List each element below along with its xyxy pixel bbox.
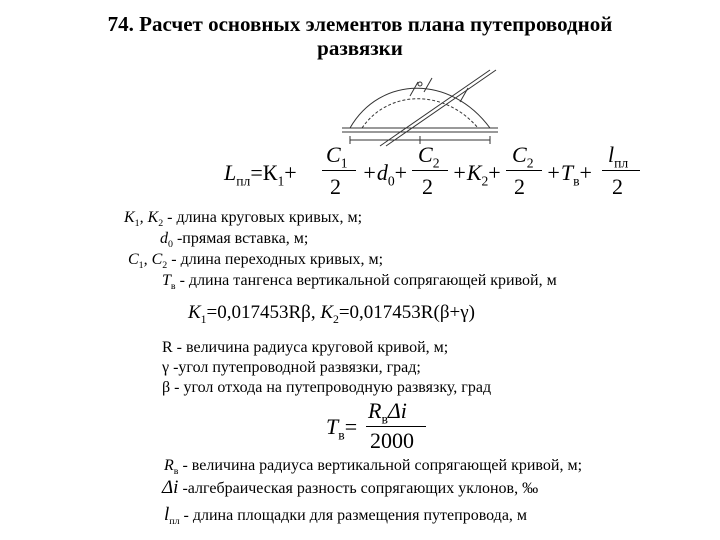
def-tv: $Т_в$ - длина тангенса вертикальной сопрягающей кривой, м	[162, 272, 557, 293]
frac4-den: 2	[612, 174, 623, 199]
formula3-num-sub: в	[381, 411, 388, 427]
def-gamma: γ -угол путепроводной развязки, град;	[162, 359, 421, 376]
frac4-bar	[602, 170, 640, 171]
formula3-den: 2000	[370, 428, 414, 453]
def-rv: $R_в$ - величина радиуса вертикальной сопрягающей кривой, м;	[164, 457, 583, 478]
formula-plus-4: +	[579, 160, 592, 185]
frac3-den: 2	[514, 174, 525, 199]
frac1-num-sub: 1	[340, 155, 348, 171]
formula3-num-di: Δi	[387, 398, 407, 423]
frac2-den: 2	[422, 174, 433, 199]
frac4-num: l	[608, 142, 615, 167]
slide-title-line-2: развязки	[317, 36, 403, 60]
frac2-bar	[412, 170, 448, 171]
frac1-bar	[322, 170, 356, 171]
frac1-den: 2	[330, 174, 341, 199]
formula-plus-2: +	[394, 160, 408, 185]
frac1-num: C	[326, 142, 341, 167]
formula3-bar	[366, 426, 426, 427]
formula-plus-1: +	[284, 160, 297, 185]
frac4-num-sub: пл	[614, 155, 629, 171]
formula-tv: +Т	[546, 160, 574, 185]
formula-tv-sub: в	[573, 173, 580, 189]
def-d0: $d_0$ -прямая вставка, м;	[160, 230, 309, 251]
formula-k1-sub: 1	[277, 173, 285, 189]
def-c: $C_1$, $C_2$ - длина переходных кривых, м;	[128, 251, 384, 272]
def-delta-i: Δi -алгебраическая разность сопрягающих уклонов, ‰	[162, 477, 539, 498]
formula3-lhs: Т	[326, 414, 339, 439]
formula-k1-k2: $К_1=0,017453R\beta$, $К_2=0,017453R(\beta+\gamma)$	[188, 302, 475, 326]
formula3-eq: =	[344, 414, 358, 439]
formula-l-symbol: L	[224, 160, 237, 185]
formula3-lhs-sub: в	[338, 427, 345, 443]
formula3-num-r: R	[368, 398, 382, 423]
frac2-num: C	[418, 142, 433, 167]
formula-l-sub: пл	[236, 173, 251, 189]
frac3-num: C	[512, 142, 527, 167]
formula-plus-3: +	[488, 160, 501, 185]
frac2-num-sub: 2	[432, 155, 440, 171]
formula-k2-sub: 2	[481, 173, 489, 189]
interchange-plan-sketch	[340, 66, 500, 148]
def-l-pl: $l_{пл}$ - длина площадки для размещения путепровода, м	[164, 504, 528, 528]
formula-d0: +d	[362, 160, 388, 185]
formula-eq-k1: =К	[250, 160, 278, 185]
def-r: R - величина радиуса круговой кривой, м;	[162, 339, 449, 356]
formula-d0-sub: 0	[387, 173, 395, 189]
frac3-bar	[506, 170, 542, 171]
slide-title-line-1: 74. Расчет основных элементов плана путепроводной	[107, 12, 613, 36]
formula-k2: +К	[452, 160, 482, 185]
def-k: $К_1$, $К_2$ - длина круговых кривых, м;	[124, 209, 363, 230]
frac3-num-sub: 2	[526, 155, 534, 171]
def-beta: β - угол отхода на путепроводную развязку, град	[162, 379, 492, 396]
